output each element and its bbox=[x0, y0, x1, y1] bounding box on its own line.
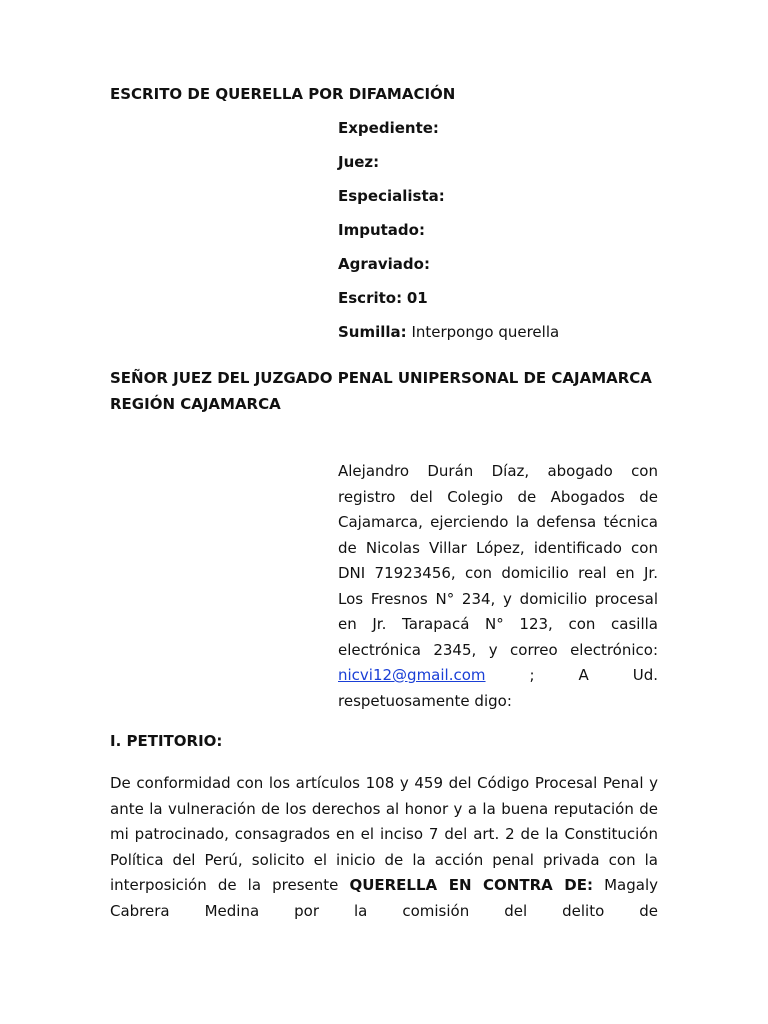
field-agraviado bbox=[338, 255, 668, 289]
field-label: Escrito: bbox=[338, 289, 403, 307]
field-juez bbox=[338, 153, 668, 187]
document-title: ESCRITO DE QUERELLA POR DIFAMACIÓN bbox=[110, 85, 456, 103]
field-value: Interpongo querella bbox=[411, 323, 560, 341]
field-label: Imputado: bbox=[338, 221, 425, 239]
field-label: Agraviado: bbox=[338, 255, 430, 273]
intro-closing-text: ; A Ud. respetuosamente digo: bbox=[338, 666, 658, 710]
petitorio-paragraph bbox=[110, 771, 658, 924]
field-imputado bbox=[338, 221, 668, 255]
email-link[interactable]: nicvi12@gmail.com bbox=[338, 666, 486, 684]
petitorio-closing-text: Magaly Cabrera Medina por la comisión del delito de bbox=[110, 876, 658, 920]
field-especialista bbox=[338, 187, 668, 221]
field-sumilla bbox=[338, 323, 668, 357]
addressee-block bbox=[110, 366, 658, 417]
field-label: Sumilla: bbox=[338, 323, 407, 341]
intro-paragraph bbox=[338, 459, 658, 714]
petitorio-text: De conformidad con los artículos 108 y 459 del Código Procesal Penal y ante la vulneración de los derechos al honor y a la buena reputación de mi patrocinado, consagrados en el inciso 7 del art. 2 de la Constitución Política del Perú, solicito el inicio de la acción penal privada con la interposición de la presente bbox=[110, 774, 658, 894]
section-heading-petitorio: I. PETITORIO: bbox=[110, 732, 223, 750]
field-escrito bbox=[338, 289, 668, 323]
intro-text: Alejandro Durán Díaz, abogado con registro del Colegio de Abogados de Cajamarca, ejerciendo la defensa técnica de Nicolas Villar López, identificado con DNI 71923456, con domicilio real en Jr. Los Fresnos N° 234, y domicilio procesal en Jr. Tarapacá N° 123, con casilla electrónica 2345, y correo electrónico: bbox=[338, 462, 658, 659]
field-expediente bbox=[338, 119, 668, 153]
petitorio-bold-text: QUERELLA EN CONTRA DE: bbox=[349, 876, 593, 894]
field-value: 01 bbox=[406, 289, 428, 307]
field-label: Juez: bbox=[338, 153, 380, 171]
field-label: Especialista: bbox=[338, 187, 445, 205]
addressee-line-1: SEÑOR JUEZ DEL JUZGADO PENAL UNIPERSONAL DE CAJAMARCA bbox=[110, 369, 652, 387]
field-label: Expediente: bbox=[338, 119, 439, 137]
addressee-line-2: REGIÓN CAJAMARCA bbox=[110, 394, 281, 413]
case-fields bbox=[338, 119, 668, 357]
